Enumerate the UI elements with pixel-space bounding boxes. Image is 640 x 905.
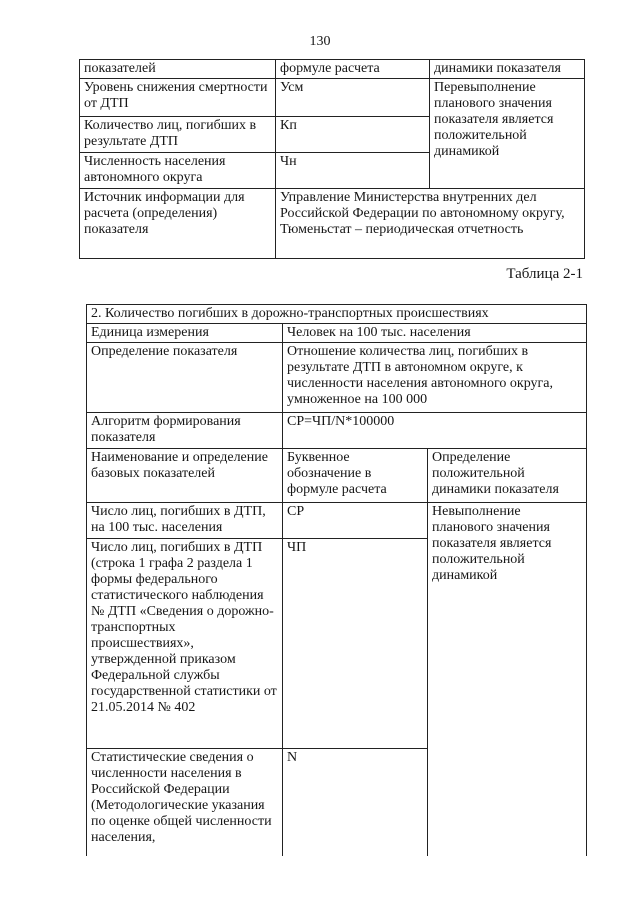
unit-row [87,324,587,343]
indicator-symbol-cell: Усм [276,79,430,117]
definition-value-cell: Отношение количества лиц, погибших в результате ДТП в автономном округе, к численности населения автономного округа, умноженное на 100 000 [283,343,587,413]
base-symbol-cell: ЧП [283,539,428,749]
algorithm-label-cell: Алгоритм формирования показателя [87,413,283,449]
definition-row [87,343,587,413]
base-symbol-cell: N [283,749,428,856]
indicator-symbol-cell: Кп [276,117,430,153]
indicator-name-cell: Численность населения автономного округа [80,153,276,189]
indicator-symbol-cell: Чн [276,153,430,189]
indicator-passport-table [86,304,587,856]
table-header-row [80,60,585,79]
base-name-cell: Статистические сведения о численности населения в Российской Федерации (Методологические указания по оценке общей численности населения, [87,749,283,856]
header-cell-name: показателей [80,60,276,79]
base-name-cell: Число лиц, погибших в ДТП, на 100 тыс. населения [87,503,283,539]
source-value-cell: Управление Министерства внутренних дел Российской Федерации по автономному округу, Тюменьстат – периодическая отчетность [276,189,585,259]
dynamics-cell: Перевыполнение планового значения показателя является положительной динамикой [430,79,585,189]
table-row [87,503,587,539]
source-label-cell: Источник информации для расчета (определения) показателя [80,189,276,259]
indicator-table-continued [79,59,585,259]
indicator-name-cell: Количество лиц, погибших в результате ДТП [80,117,276,153]
base-header-name: Наименование и определение базовых показателей [87,449,283,503]
unit-value-cell: Человек на 100 тыс. населения [283,324,587,343]
algorithm-row [87,413,587,449]
unit-label-cell: Единица измерения [87,324,283,343]
header-cell-dynamics: динамики показателя [430,60,585,79]
base-header-dynamics: Определение положительной динамики показателя [428,449,587,503]
base-header-symbol: Буквенное обозначение в формуле расчета [283,449,428,503]
source-row [80,189,585,259]
base-name-cell: Число лиц, погибших в ДТП (строка 1 графа 2 раздела 1 формы федерального статистического наблюдения № ДТП «Сведения о дорожно-транспортных происшествиях», утвержденной приказом Федеральной службы государственной статистики от 21.05.2014 № 402 [87,539,283,749]
base-symbol-cell: СР [283,503,428,539]
base-header-row [87,449,587,503]
dynamics-cell: Невыполнение планового значения показателя является положительной динамикой [428,503,587,856]
table-title-row [87,305,587,324]
header-cell-symbol: формуле расчета [276,60,430,79]
page-number: 130 [309,34,331,49]
definition-label-cell: Определение показателя [87,343,283,413]
table-caption: Таблица 2-1 [506,266,583,282]
table-row [80,79,585,117]
table-title-cell: 2. Количество погибших в дорожно-транспортных происшествиях [87,305,587,324]
algorithm-value-cell: СР=ЧП/N*100000 [283,413,587,449]
indicator-name-cell: Уровень снижения смертности от ДТП [80,79,276,117]
